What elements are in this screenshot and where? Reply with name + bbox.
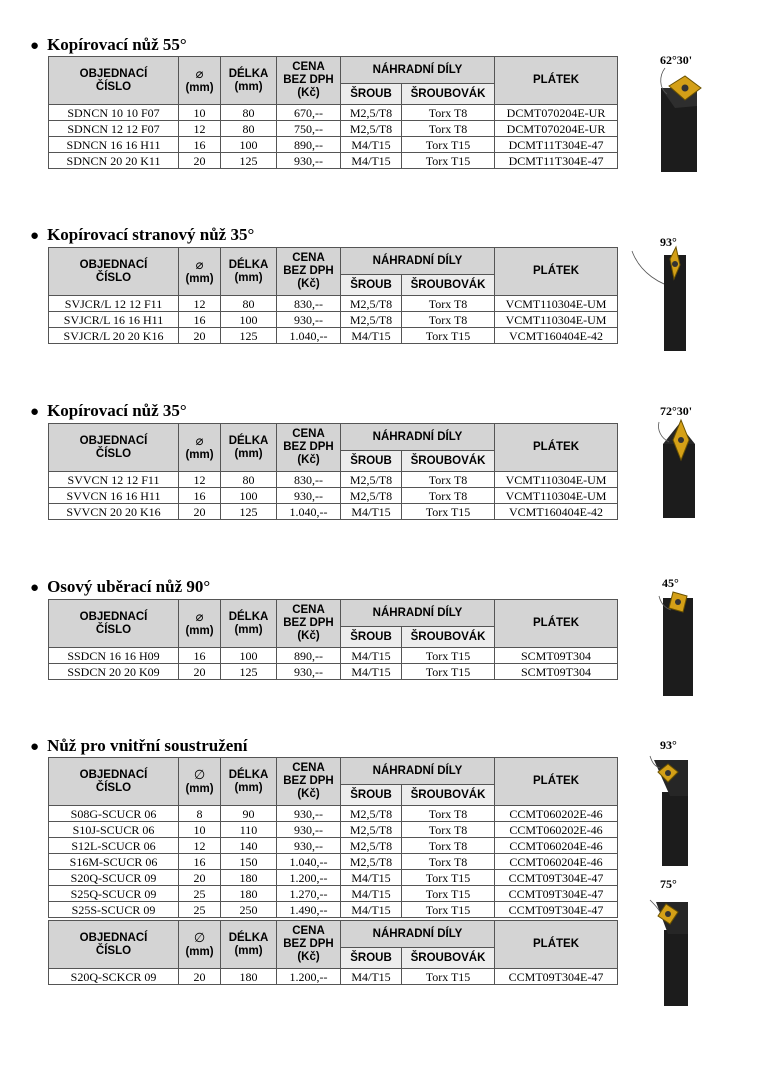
table-cell: CCMT060204E-46 xyxy=(495,838,618,854)
table-cell: 90 xyxy=(221,806,277,822)
table-cell: S12L-SCUCR 06 xyxy=(49,838,179,854)
col-header-screw: ŠROUB xyxy=(341,451,402,472)
section-title: ● Kopírovací stranový nůž 35° xyxy=(30,225,255,244)
table-cell: 125 xyxy=(221,328,277,344)
col-header-price: CENA BEZ DPH (Kč) xyxy=(277,57,341,105)
col-header-screw: ŠROUB xyxy=(341,275,402,296)
col-header-spare-parts: NÁHRADNÍ DÍLY xyxy=(341,758,495,785)
table-row xyxy=(49,121,618,137)
table-cell: 930,-- xyxy=(277,806,341,822)
boring-bar-image xyxy=(648,752,710,868)
table-row xyxy=(49,488,618,504)
table-cell: 20 xyxy=(179,504,221,520)
table-cell: Torx T15 xyxy=(402,137,495,153)
col-header-screwdriver: ŠROUBOVÁK xyxy=(402,84,495,105)
col-header-screw: ŠROUB xyxy=(341,785,402,806)
table-cell: CCMT060202E-46 xyxy=(495,806,618,822)
table-cell: 1.270,-- xyxy=(277,886,341,902)
table-row xyxy=(49,664,618,680)
table-cell: 125 xyxy=(221,504,277,520)
table-cell: 110 xyxy=(221,822,277,838)
table-row xyxy=(49,472,618,488)
table-row xyxy=(49,902,618,918)
table-cell: Torx T15 xyxy=(402,664,495,680)
col-header-price: CENA BEZ DPH (Kč) xyxy=(277,921,341,969)
table-row xyxy=(49,312,618,328)
table-cell: 20 xyxy=(179,153,221,169)
table-row xyxy=(49,137,618,153)
table-cell: 1.200,-- xyxy=(277,969,341,985)
table-cell: 16 xyxy=(179,648,221,664)
section-title: ● Kopírovací nůž 55° xyxy=(30,35,187,54)
table-cell: DCMT11T304E-47 xyxy=(495,137,618,153)
diameter-icon: ⌀ xyxy=(195,65,204,81)
table-cell: M2,5/T8 xyxy=(341,121,402,137)
table-cell: M4/T15 xyxy=(341,648,402,664)
table-cell: Torx T8 xyxy=(402,822,495,838)
table-cell: 20 xyxy=(179,969,221,985)
table-cell: Torx T15 xyxy=(402,648,495,664)
section-title: ● Osový uběrací nůž 90° xyxy=(30,577,211,596)
col-header-screwdriver: ŠROUBOVÁK xyxy=(402,948,495,969)
section-title: ● Kopírovací nůž 35° xyxy=(30,401,187,420)
table-cell: 100 xyxy=(221,488,277,504)
section-title: ● Nůž pro vnitřní soustružení xyxy=(30,736,248,755)
table-row xyxy=(49,886,618,902)
table-cell: M2,5/T8 xyxy=(341,806,402,822)
table-cell: M2,5/T8 xyxy=(341,838,402,854)
table-row xyxy=(49,296,618,312)
table-cell: Torx T15 xyxy=(402,328,495,344)
table-cell: SSDCN 16 16 H09 xyxy=(49,648,179,664)
col-header-spare-parts: NÁHRADNÍ DÍLY xyxy=(341,600,495,627)
table-cell: 930,-- xyxy=(277,153,341,169)
table-cell: SSDCN 20 20 K09 xyxy=(49,664,179,680)
col-header-price: CENA BEZ DPH (Kč) xyxy=(277,758,341,806)
bullet-icon: ● xyxy=(30,228,40,244)
table-cell: M4/T15 xyxy=(341,870,402,886)
table-cell: SVJCR/L 20 20 K16 xyxy=(49,328,179,344)
table-cell: Torx T15 xyxy=(402,870,495,886)
table-cell: 1.040,-- xyxy=(277,854,341,870)
diameter-icon: ∅ xyxy=(193,766,206,782)
diameter-icon: ⌀ xyxy=(195,256,204,272)
angle-label: 45° xyxy=(662,576,679,590)
col-header-diameter: ⌀ (mm) xyxy=(179,57,221,105)
table-cell: CCMT060204E-46 xyxy=(495,854,618,870)
table-cell: 12 xyxy=(179,838,221,854)
product-table xyxy=(48,599,618,680)
angle-label-2: 75° xyxy=(660,877,677,891)
col-header-length: DÉLKA (mm) xyxy=(221,758,277,806)
table-row xyxy=(49,969,618,985)
table-cell: SVVCN 12 12 F11 xyxy=(49,472,179,488)
col-header-screwdriver: ŠROUBOVÁK xyxy=(402,627,495,648)
table-cell: CCMT09T304E-47 xyxy=(495,902,618,918)
table-row xyxy=(49,648,618,664)
table-cell: SCMT09T304 xyxy=(495,664,618,680)
angle-label: 93° xyxy=(660,235,677,249)
table-cell: SDNCN 16 16 H11 xyxy=(49,137,179,153)
col-header-screw: ŠROUB xyxy=(341,948,402,969)
table-cell: VCMT110304E-UM xyxy=(495,488,618,504)
table-cell: M2,5/T8 xyxy=(341,312,402,328)
bullet-icon: ● xyxy=(30,580,40,596)
table-row xyxy=(49,870,618,886)
col-header-spare-parts: NÁHRADNÍ DÍLY xyxy=(341,921,495,948)
table-cell: M2,5/T8 xyxy=(341,472,402,488)
col-header-screwdriver: ŠROUBOVÁK xyxy=(402,451,495,472)
col-header-order-no: OBJEDNACÍ ČÍSLO xyxy=(49,600,179,648)
col-header-order-no: OBJEDNACÍ ČÍSLO xyxy=(49,248,179,296)
angle-label: 62°30' xyxy=(660,53,693,67)
table-cell: 16 xyxy=(179,488,221,504)
table-cell: CCMT09T304E-47 xyxy=(495,969,618,985)
table-cell: Torx T8 xyxy=(402,806,495,822)
table-cell: 890,-- xyxy=(277,648,341,664)
col-header-insert: PLÁTEK xyxy=(495,758,618,806)
turning-tool-image xyxy=(630,245,710,353)
col-header-diameter: ∅ (mm) xyxy=(179,921,221,969)
turning-tool-image xyxy=(655,416,710,520)
table-cell: S25Q-SCUCR 09 xyxy=(49,886,179,902)
table-cell: S10J-SCUCR 06 xyxy=(49,822,179,838)
col-header-screwdriver: ŠROUBOVÁK xyxy=(402,785,495,806)
table-cell: 830,-- xyxy=(277,296,341,312)
table-cell: SCMT09T304 xyxy=(495,648,618,664)
table-cell: DCMT11T304E-47 xyxy=(495,153,618,169)
table-cell: 930,-- xyxy=(277,488,341,504)
table-row xyxy=(49,328,618,344)
col-header-price: CENA BEZ DPH (Kč) xyxy=(277,424,341,472)
col-header-screw: ŠROUB xyxy=(341,84,402,105)
table-cell: CCMT060202E-46 xyxy=(495,822,618,838)
table-cell: Torx T15 xyxy=(402,886,495,902)
table-cell: 1.040,-- xyxy=(277,328,341,344)
table-cell: 80 xyxy=(221,105,277,121)
table-cell: 25 xyxy=(179,886,221,902)
table-cell: 1.490,-- xyxy=(277,902,341,918)
table-cell: Torx T15 xyxy=(402,504,495,520)
table-cell: 10 xyxy=(179,105,221,121)
table-cell: M2,5/T8 xyxy=(341,822,402,838)
table-cell: Torx T8 xyxy=(402,312,495,328)
table-cell: Torx T8 xyxy=(402,838,495,854)
table-cell: 930,-- xyxy=(277,838,341,854)
col-header-diameter: ∅ (mm) xyxy=(179,758,221,806)
col-header-diameter: ⌀ (mm) xyxy=(179,424,221,472)
table-row xyxy=(49,504,618,520)
col-header-insert: PLÁTEK xyxy=(495,248,618,296)
table-cell: 180 xyxy=(221,969,277,985)
bullet-icon: ● xyxy=(30,739,40,755)
table-cell: Torx T8 xyxy=(402,854,495,870)
table-cell: DCMT070204E-UR xyxy=(495,121,618,137)
table-cell: Torx T8 xyxy=(402,121,495,137)
table-cell: S20Q-SCUCR 09 xyxy=(49,870,179,886)
table-cell: 100 xyxy=(221,312,277,328)
table-cell: M2,5/T8 xyxy=(341,296,402,312)
table-cell: M4/T15 xyxy=(341,137,402,153)
product-table-2 xyxy=(48,920,618,985)
table-cell: 20 xyxy=(179,664,221,680)
col-header-insert: PLÁTEK xyxy=(495,921,618,969)
table-cell: VCMT110304E-UM xyxy=(495,296,618,312)
table-cell: CCMT09T304E-47 xyxy=(495,886,618,902)
table-cell: S25S-SCUCR 09 xyxy=(49,902,179,918)
angle-label: 72°30' xyxy=(660,404,693,418)
table-cell: VCMT110304E-UM xyxy=(495,312,618,328)
table-cell: SVVCN 16 16 H11 xyxy=(49,488,179,504)
col-header-insert: PLÁTEK xyxy=(495,424,618,472)
table-cell: S16M-SCUCR 06 xyxy=(49,854,179,870)
col-header-order-no: OBJEDNACÍ ČÍSLO xyxy=(49,57,179,105)
table-row xyxy=(49,153,618,169)
table-cell: CCMT09T304E-47 xyxy=(495,870,618,886)
table-cell: 930,-- xyxy=(277,822,341,838)
table-cell: SVJCR/L 16 16 H11 xyxy=(49,312,179,328)
table-cell: 140 xyxy=(221,838,277,854)
table-row xyxy=(49,854,618,870)
col-header-screw: ŠROUB xyxy=(341,627,402,648)
table-cell: 10 xyxy=(179,822,221,838)
table-cell: VCMT160404E-42 xyxy=(495,328,618,344)
diameter-icon: ⌀ xyxy=(195,432,204,448)
col-header-length: DÉLKA (mm) xyxy=(221,57,277,105)
col-header-screwdriver: ŠROUBOVÁK xyxy=(402,275,495,296)
product-table xyxy=(48,56,618,169)
table-cell: 250 xyxy=(221,902,277,918)
table-cell: 750,-- xyxy=(277,121,341,137)
table-cell: 20 xyxy=(179,870,221,886)
table-cell: 80 xyxy=(221,472,277,488)
table-cell: Torx T15 xyxy=(402,153,495,169)
table-cell: 670,-- xyxy=(277,105,341,121)
col-header-length: DÉLKA (mm) xyxy=(221,424,277,472)
turning-tool-image xyxy=(655,66,710,174)
col-header-spare-parts: NÁHRADNÍ DÍLY xyxy=(341,57,495,84)
table-cell: 930,-- xyxy=(277,312,341,328)
table-row xyxy=(49,838,618,854)
diameter-icon: ∅ xyxy=(193,929,206,945)
table-cell: M4/T15 xyxy=(341,902,402,918)
table-cell: Torx T8 xyxy=(402,488,495,504)
table-cell: Torx T8 xyxy=(402,472,495,488)
col-header-insert: PLÁTEK xyxy=(495,600,618,648)
bullet-icon: ● xyxy=(30,404,40,420)
table-cell: M4/T15 xyxy=(341,886,402,902)
table-cell: DCMT070204E-UR xyxy=(495,105,618,121)
col-header-insert: PLÁTEK xyxy=(495,57,618,105)
col-header-spare-parts: NÁHRADNÍ DÍLY xyxy=(341,248,495,275)
col-header-order-no: OBJEDNACÍ ČÍSLO xyxy=(49,758,179,806)
table-cell: VCMT160404E-42 xyxy=(495,504,618,520)
table-cell: 16 xyxy=(179,137,221,153)
table-cell: 80 xyxy=(221,296,277,312)
turning-tool-image xyxy=(655,590,710,698)
diameter-icon: ⌀ xyxy=(195,608,204,624)
table-cell: 8 xyxy=(179,806,221,822)
table-cell: 16 xyxy=(179,312,221,328)
table-cell: 16 xyxy=(179,854,221,870)
product-table xyxy=(48,423,618,520)
table-cell: 25 xyxy=(179,902,221,918)
table-cell: M2,5/T8 xyxy=(341,105,402,121)
col-header-diameter: ⌀ (mm) xyxy=(179,600,221,648)
table-cell: 125 xyxy=(221,153,277,169)
table-cell: 12 xyxy=(179,472,221,488)
table-row xyxy=(49,105,618,121)
table-cell: M2,5/T8 xyxy=(341,854,402,870)
table-cell: 12 xyxy=(179,296,221,312)
table-cell: 1.040,-- xyxy=(277,504,341,520)
col-header-price: CENA BEZ DPH (Kč) xyxy=(277,248,341,296)
table-cell: 100 xyxy=(221,648,277,664)
table-cell: M4/T15 xyxy=(341,969,402,985)
col-header-order-no: OBJEDNACÍ ČÍSLO xyxy=(49,424,179,472)
table-cell: M4/T15 xyxy=(341,328,402,344)
table-cell: SDNCN 12 12 F07 xyxy=(49,121,179,137)
angle-label: 93° xyxy=(660,738,677,752)
table-row xyxy=(49,806,618,822)
table-cell: 80 xyxy=(221,121,277,137)
bullet-icon: ● xyxy=(30,38,40,54)
table-cell: VCMT110304E-UM xyxy=(495,472,618,488)
table-cell: SDNCN 20 20 K11 xyxy=(49,153,179,169)
col-header-length: DÉLKA (mm) xyxy=(221,921,277,969)
table-cell: SDNCN 10 10 F07 xyxy=(49,105,179,121)
table-cell: 890,-- xyxy=(277,137,341,153)
col-header-price: CENA BEZ DPH (Kč) xyxy=(277,600,341,648)
table-cell: Torx T8 xyxy=(402,296,495,312)
table-cell: Torx T15 xyxy=(402,902,495,918)
table-cell: 180 xyxy=(221,886,277,902)
col-header-length: DÉLKA (mm) xyxy=(221,600,277,648)
table-cell: Torx T15 xyxy=(402,969,495,985)
table-cell: SVJCR/L 12 12 F11 xyxy=(49,296,179,312)
table-cell: S08G-SCUCR 06 xyxy=(49,806,179,822)
table-cell: 150 xyxy=(221,854,277,870)
table-cell: 930,-- xyxy=(277,664,341,680)
table-cell: S20Q-SCKCR 09 xyxy=(49,969,179,985)
table-cell: 20 xyxy=(179,328,221,344)
col-header-order-no: OBJEDNACÍ ČÍSLO xyxy=(49,921,179,969)
table-cell: SVVCN 20 20 K16 xyxy=(49,504,179,520)
table-cell: 125 xyxy=(221,664,277,680)
boring-bar-image-2 xyxy=(648,890,710,1008)
table-cell: M2,5/T8 xyxy=(341,488,402,504)
table-cell: 830,-- xyxy=(277,472,341,488)
table-cell: M4/T15 xyxy=(341,664,402,680)
table-cell: 180 xyxy=(221,870,277,886)
table-cell: 100 xyxy=(221,137,277,153)
col-header-spare-parts: NÁHRADNÍ DÍLY xyxy=(341,424,495,451)
table-cell: 1.200,-- xyxy=(277,870,341,886)
col-header-length: DÉLKA (mm) xyxy=(221,248,277,296)
product-table xyxy=(48,247,618,344)
table-cell: M4/T15 xyxy=(341,153,402,169)
table-row xyxy=(49,822,618,838)
table-cell: 12 xyxy=(179,121,221,137)
table-cell: Torx T8 xyxy=(402,105,495,121)
product-table xyxy=(48,757,618,918)
col-header-diameter: ⌀ (mm) xyxy=(179,248,221,296)
table-cell: M4/T15 xyxy=(341,504,402,520)
